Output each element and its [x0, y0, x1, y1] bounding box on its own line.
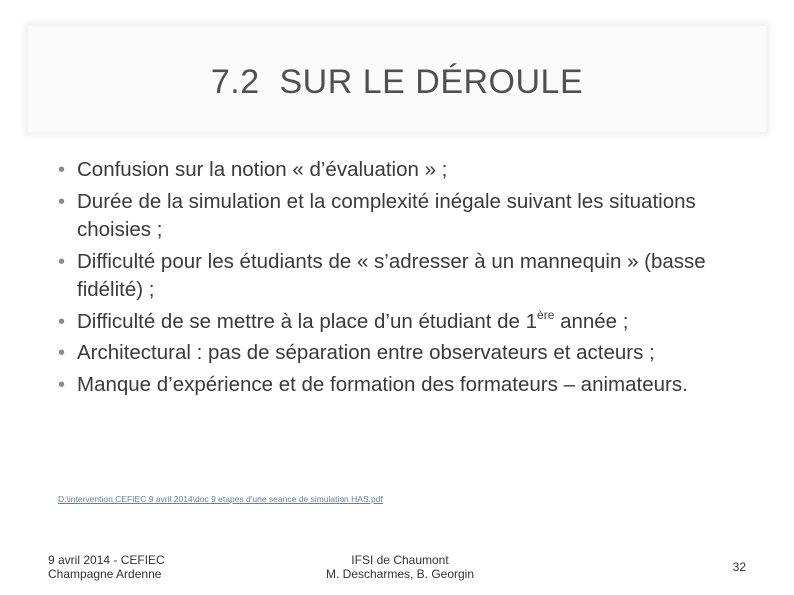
- bullet-text: Difficulté pour les étudiants de « s’adresser à un mannequin » (basse fidélité) ;: [77, 249, 706, 301]
- list-item: [56, 371, 756, 400]
- list-item: [56, 248, 756, 305]
- footer-authors: [300, 553, 500, 581]
- bullet-text-end: année ;: [554, 309, 629, 333]
- bullet-icon: •: [58, 190, 66, 213]
- footer-date-line: 9 avril 2014 - CEFIEC: [48, 553, 165, 567]
- bullet-text: Manque d’expérience et de formation des formateurs – animateurs.: [77, 372, 688, 396]
- bullet-icon: •: [58, 373, 66, 396]
- superscript: ère: [537, 307, 555, 322]
- footer-institution: IFSI de Chaumont: [351, 553, 449, 567]
- bullet-text: Confusion sur la notion « d’évaluation » ;: [77, 158, 448, 181]
- page-number: 32: [732, 560, 746, 574]
- footer-date: [48, 553, 165, 581]
- list-item: [56, 156, 756, 185]
- bullet-text: Durée de la simulation et la complexité inégale suivant les situations choisies ;: [77, 189, 696, 241]
- footer-author-names: M. Descharmes, B. Georgin: [325, 567, 475, 581]
- list-item: [56, 339, 756, 368]
- bullet-list: [56, 156, 756, 402]
- bullet-icon: •: [58, 342, 66, 364]
- bullet-icon: •: [58, 310, 66, 333]
- document-link[interactable]: D:\intervention CEFIEC 9 avril 2014\doc 9 etapes d'une seance de simulation HAS.pdf: [58, 494, 383, 504]
- footer-region-line: Champagne Ardenne: [48, 567, 162, 581]
- list-item: [56, 188, 756, 245]
- bullet-text: Architectural : pas de séparation entre observateurs et acteurs ;: [77, 341, 655, 364]
- list-item: [56, 308, 756, 337]
- bullet-icon: •: [58, 159, 66, 181]
- title-box: [28, 26, 766, 132]
- slide-title: 7.2 SUR LE DÉROULE: [210, 62, 584, 101]
- bullet-text: Difficulté de se mettre à la place d’un étudiant de 1: [77, 309, 538, 333]
- bullet-icon: •: [58, 250, 66, 273]
